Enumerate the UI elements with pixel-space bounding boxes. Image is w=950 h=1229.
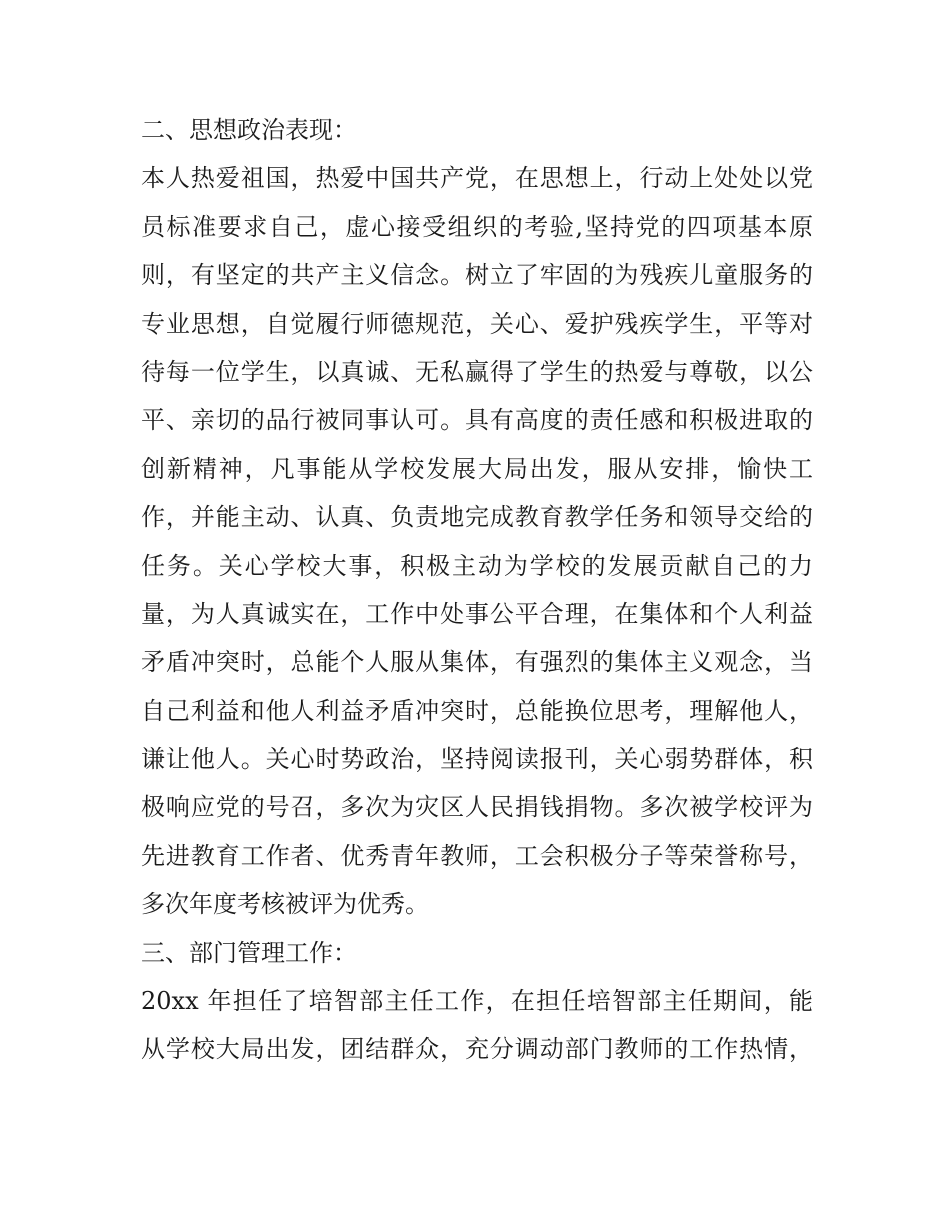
paragraph-line: 从学校大局出发，团结群众，充分调动部门教师的工作热情，: [141, 1035, 813, 1064]
section-heading-management: 三、部门管理工作：: [141, 938, 357, 967]
paragraph-line: 多次年度考核被评为优秀。: [141, 890, 429, 919]
paragraph-line: 创新精神，凡事能从学校发展大局出发，服从安排，愉快工: [141, 454, 813, 483]
paragraph-line: 平、亲切的品行被同事认可。具有高度的责任感和积极进取的: [141, 406, 813, 435]
paragraph-line: 谦让他人。关心时势政治，坚持阅读报刊，关心弱势群体，积: [141, 745, 813, 774]
paragraph-line: 先进教育工作者、优秀青年教师，工会积极分子等荣誉称号，: [141, 841, 813, 870]
paragraph-line: 量，为人真诚实在，工作中处事公平合理，在集体和个人利益: [141, 599, 813, 628]
paragraph-line: 待每一位学生，以真诚、无私赢得了学生的热爱与尊敬，以公: [141, 357, 813, 386]
paragraph-line: 极响应党的号召，多次为灾区人民捐钱捐物。多次被学校评为: [141, 793, 813, 822]
paragraph-line: 专业思想，自觉履行师德规范，关心、爱护残疾学生，平等对: [141, 309, 813, 338]
paragraph-line: 员标准要求自己，虚心接受组织的考验,坚持党的四项基本原: [141, 212, 813, 241]
section-heading-political: 二、思想政治表现：: [141, 116, 357, 144]
paragraph-line: 作，并能主动、认真、负责地完成教育教学任务和领导交给的: [141, 503, 813, 532]
paragraph-line: 本人热爱祖国，热爱中国共产党，在思想上，行动上处处以党: [141, 164, 813, 193]
document-body: [141, 106, 813, 1074]
paragraph-line: 自己利益和他人利益矛盾冲突时，总能换位思考，理解他人，: [141, 696, 813, 725]
paragraph-line: 矛盾冲突时，总能个人服从集体，有强烈的集体主义观念，当: [141, 648, 813, 677]
paragraph-line: 20xx 年担任了培智部主任工作，在担任培智部主任期间，能: [141, 987, 813, 1016]
paragraph-line: 任务。关心学校大事，积极主动为学校的发展贡献自己的力: [141, 551, 813, 580]
paragraph-line: 则，有坚定的共产主义信念。树立了牢固的为残疾儿童服务的: [141, 261, 813, 290]
